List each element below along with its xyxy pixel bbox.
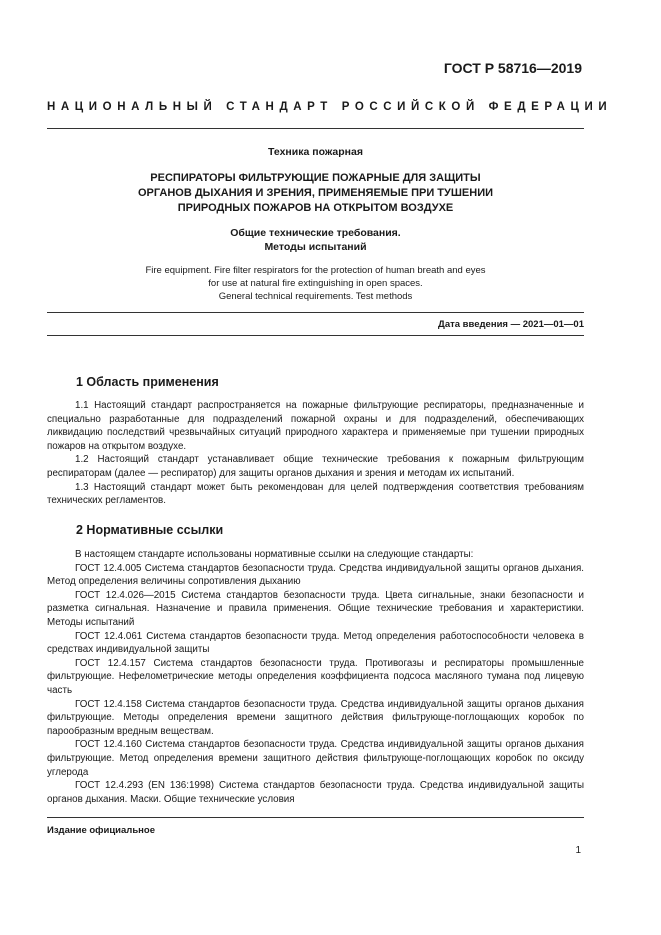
paragraph: 1.2 Настоящий стандарт устанавливает общие технические требования к пожарным фильтрующим респираторам (далее — респиратор) для защиты органов дыхания и зрения и методам их испытаний. <box>47 454 584 479</box>
national-standard-banner: НАЦИОНАЛЬНЫЙ СТАНДАРТ РОССИЙСКОЙ ФЕДЕРАЦИИ <box>47 101 613 113</box>
section-2-body <box>47 548 584 806</box>
section-1-body <box>47 399 584 508</box>
reference-item: ГОСТ 12.4.158 Система стандартов безопасности труда. Средства индивидуальной защиты органов дыхания фильтрующие. Методы определения времени защитного действия фильтрующе-поглощающих коробок по парообразным вредным веществам. <box>47 698 584 737</box>
title-divider <box>47 312 584 313</box>
paragraph: 1.1 Настоящий стандарт распространяется на пожарные фильтрующие респираторы, предназначенные и специально разработанные для подразделений пожарной охраны и для подразделений, обеспечивающих ликвидацию последствий чрезвычайных ситуаций природного характера и применяемые при тушении природных пожаров на открытом воздухе. <box>47 400 584 452</box>
footer-divider <box>47 817 584 818</box>
main-title <box>47 171 584 216</box>
reference-item: ГОСТ 12.4.026—2015 Система стандартов безопасности труда. Цвета сигнальные, знаки безопасности и разметка сигнальная. Назначение и правила применения. Общие технические требования и характеристики. Методы испытаний <box>47 589 584 628</box>
reference-item: ГОСТ 12.4.160 Система стандартов безопасности труда. Средства индивидуальной защиты органов дыхания фильтрующие. Метод определения времени защитного действия фильтрующе-поглощающих коробок по оксиду углерода <box>47 739 584 778</box>
english-title-line: for use at natural fire extinguishing in open spaces. <box>208 278 423 289</box>
main-title-line: ОРГАНОВ ДЫХАНИЯ И ЗРЕНИЯ, ПРИМЕНЯЕМЫЕ ПРИ ТУШЕНИИ <box>137 187 494 199</box>
page-number: 1 <box>575 845 581 856</box>
introduction-date: Дата введения — 2021—01—01 <box>438 319 584 330</box>
main-title-line: ПРИРОДНЫХ ПОЖАРОВ НА ОТКРЫТОМ ВОЗДУХЕ <box>177 202 454 214</box>
paragraph: В настоящем стандарте использованы нормативные ссылки на следующие стандарты: <box>75 549 474 560</box>
subtitle <box>47 226 584 254</box>
official-edition-label: Издание официальное <box>47 825 155 836</box>
date-divider <box>47 335 584 336</box>
subtitle-line: Общие технические требования. <box>230 227 401 239</box>
subtitle-line: Методы испытаний <box>264 241 367 253</box>
reference-item: ГОСТ 12.4.157 Система стандартов безопасности труда. Противогазы и респираторы промышленные фильтрующие. Нефелометрические методы определения коэффициента подсоса масляного тумана под лицевую часть <box>47 657 584 696</box>
section-2-heading: 2 Нормативные ссылки <box>76 523 224 537</box>
paragraph: 1.3 Настоящий стандарт может быть рекомендован для целей подтверждения соответствия требованиям технических регламентов. <box>47 481 584 507</box>
header-divider <box>47 128 584 129</box>
main-title-line: РЕСПИРАТОРЫ ФИЛЬТРУЮЩИЕ ПОЖАРНЫЕ ДЛЯ ЗАЩИТЫ <box>150 172 481 184</box>
reference-item: ГОСТ 12.4.005 Система стандартов безопасности труда. Средства индивидуальной защиты органов дыхания. Метод определения величины сопротивления дыханию <box>47 562 584 588</box>
subject-heading: Техника пожарная <box>268 146 363 158</box>
reference-item: ГОСТ 12.4.061 Система стандартов безопасности труда. Метод определения работоспособности человека в средствах индивидуальной защиты <box>47 630 584 656</box>
section-1-heading: 1 Область применения <box>76 375 219 389</box>
document-code: ГОСТ Р 58716—2019 <box>443 60 582 76</box>
reference-item: ГОСТ 12.4.293 (EN 136:1998) Система стандартов безопасности труда. Средства индивидуальной защиты органов дыхания. Маски. Общие технические условия <box>47 780 584 805</box>
english-title <box>47 264 584 303</box>
english-title-line: General technical requirements. Test methods <box>218 291 413 302</box>
english-title-line: Fire equipment. Fire filter respirators for the protection of human breath and eyes <box>145 265 486 276</box>
